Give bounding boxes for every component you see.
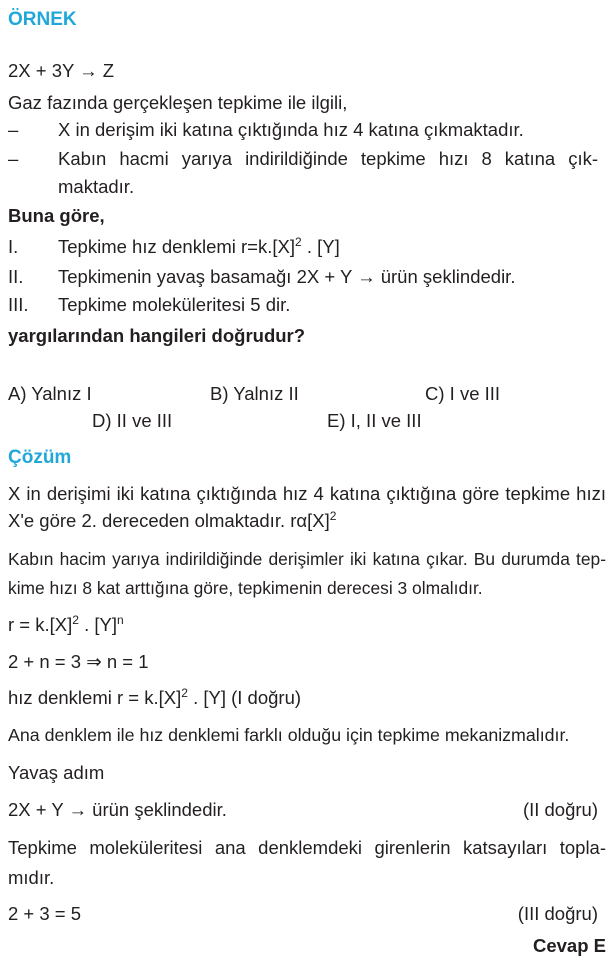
statement-1-text: Tepkime hız denklemi $r=k.[X]^2$ . [Y] xyxy=(58,235,340,257)
bullet-2 xyxy=(8,147,598,171)
option-c: C) I ve III xyxy=(425,383,501,404)
mechanism-note: Ana denklem ile hız denklemi farklı olduğu için tepkime mekanizmalıdır. xyxy=(8,725,570,745)
option-e: E) I, II ve III xyxy=(327,410,422,431)
order-equation: 2 + n = 3 ⇒ n = 1 xyxy=(8,651,149,672)
statement-number: II. xyxy=(8,266,24,287)
molecularity-line1: Tepkime moleküleritesi ana denklemdeki girenlerin katsayıları topla- xyxy=(8,837,606,858)
rate-law-final: hız denklemi $r = k.[X]^2$ . [Y] (I doğru) xyxy=(8,686,302,708)
statement-number: I. xyxy=(8,236,19,257)
implies-arrow-icon: ⇒ xyxy=(86,651,102,672)
arrow-icon: → xyxy=(357,266,376,287)
reaction-left: 2X + 3Y xyxy=(8,60,75,81)
sum-equation: 2 + 3 = 5 (III doğru) xyxy=(8,903,598,924)
solution-p2-line1: Kabın hacim yarıya indirildiğinde derişimler iki katına çıkar. Bu durumda tep- xyxy=(8,549,606,569)
solution-heading: Çözüm xyxy=(8,447,72,468)
statement-2-text: Tepkimenin yavaş basamağı 2X + Y → ürün şeklindedir. xyxy=(58,266,516,287)
reaction-right: Z xyxy=(102,60,115,81)
question-text: yargılarından hangileri doğrudur? xyxy=(8,325,306,346)
question-prompt: Buna göre, xyxy=(8,205,105,226)
arrow-icon: → xyxy=(68,799,88,820)
arrow-icon: → xyxy=(79,60,98,81)
option-b: B) Yalnız II xyxy=(210,383,299,404)
bullet-1-text: X in derişim iki katına çıktığında hız 4 katına çıkmaktadır. xyxy=(58,119,524,140)
verdict-iii: (III doğru) xyxy=(517,903,598,924)
statement-3-text: Tepkime moleküleritesi 5 dir. xyxy=(58,294,291,315)
bullet-2-line2: maktadır. xyxy=(58,176,135,197)
verdict-ii: (II doğru) xyxy=(522,799,598,820)
molecularity-line2: mıdır. xyxy=(8,867,55,888)
solution-p2-line2: kime hızı 8 kat arttığına göre, tepkimenin derecesi 3 olmalıdır. xyxy=(8,578,483,598)
rate-law-general: $r = k.[X]^2$ . $[Y]^n$ xyxy=(8,613,124,635)
bullet-dash: – xyxy=(8,148,19,169)
example-intro: Gaz fazında gerçekleşen tepkime ile ilgili, xyxy=(8,92,348,113)
solution-p1-line2: X'e göre 2. dereceden olmaktadır. $r\alpha[X]^2$ xyxy=(8,509,337,531)
slow-step-equation: 2X + Y → ürün şeklindedir. (II doğru) xyxy=(8,799,598,820)
solution-p1-line1: X in derişimi iki katına çıktığında hız 4 katına çıktığına göre tepkime hızı xyxy=(8,483,606,504)
example-heading: ÖRNEK xyxy=(8,9,77,30)
bullet-2-line1: Kabın hacmi yarıya indirildiğinde tepkime hızı 8 katına çık- xyxy=(58,148,598,169)
reaction-equation xyxy=(8,59,114,83)
statement-number: III. xyxy=(8,294,29,315)
answer-label: Cevap E xyxy=(532,935,606,956)
slow-step-label: Yavaş adım xyxy=(8,762,105,783)
bullet-dash: – xyxy=(8,119,19,140)
option-d: D) II ve III xyxy=(92,410,173,431)
option-a: A) Yalnız I xyxy=(8,383,92,404)
